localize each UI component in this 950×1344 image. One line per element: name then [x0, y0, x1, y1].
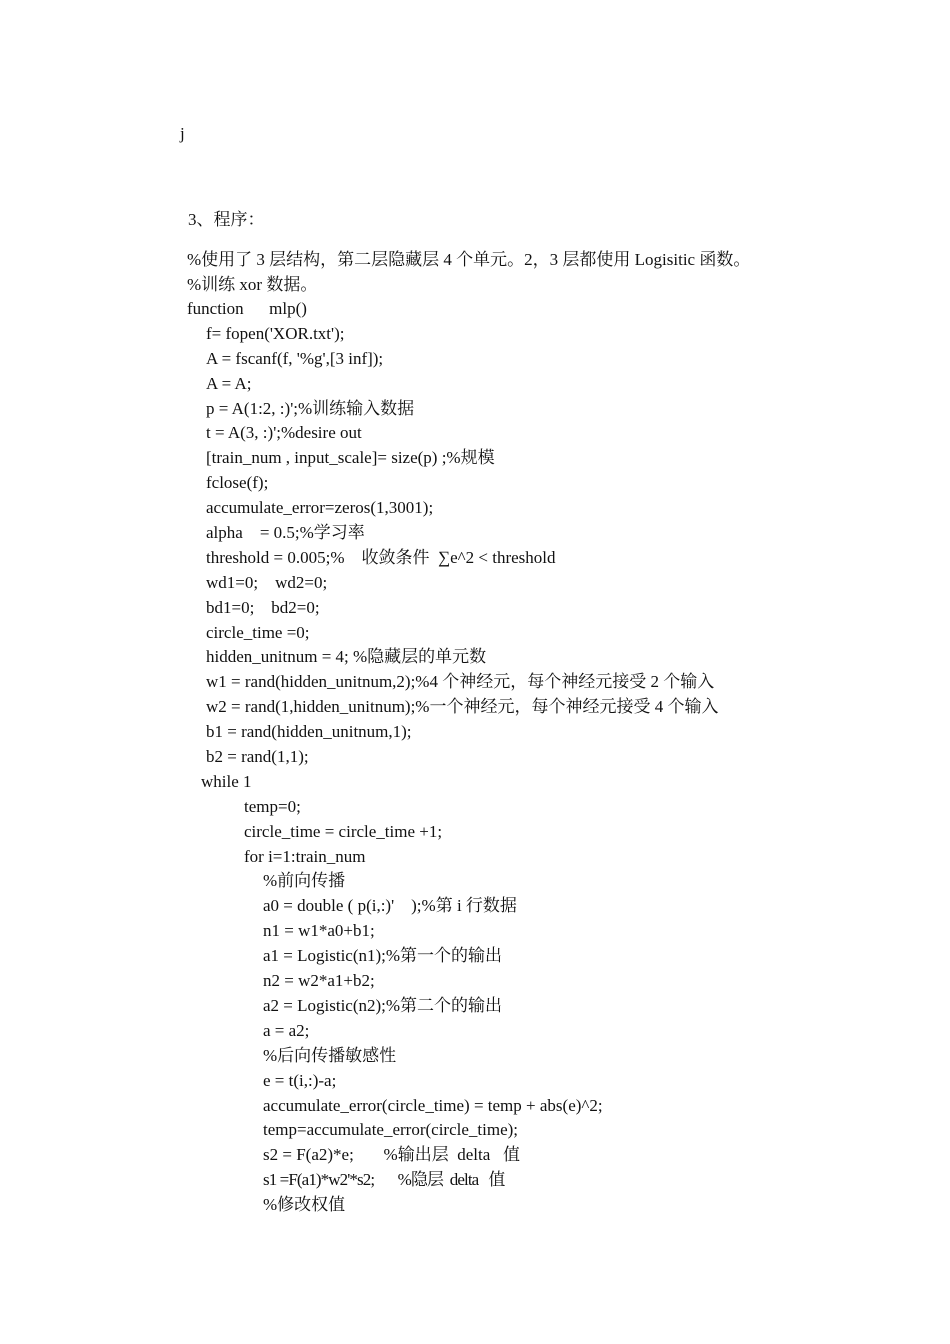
code-line: e = t(i,:)-a; [263, 1070, 337, 1090]
code-line: a2 = Logistic(n2);%第二个的输出 [263, 995, 503, 1015]
code-line: circle_time = circle_time +1; [244, 821, 443, 841]
code-line: A = fscanf(f, '%g',[3 inf]); [206, 348, 384, 368]
code-line: f= fopen('XOR.txt'); [206, 323, 345, 343]
code-line: %后向传播敏感性 [263, 1045, 397, 1065]
code-line: for i=1:train_num [244, 846, 366, 866]
code-line: %修改权值 [263, 1195, 346, 1215]
code-line: accumulate_error(circle_time) = temp + abs(e)^2; [263, 1095, 603, 1115]
code-line: n2 = w2*a1+b2; [263, 971, 375, 991]
code-line: alpha = 0.5;%学习率 [206, 523, 365, 543]
code-line: n1 = w1*a0+b1; [263, 921, 375, 941]
code-line: w2 = rand(1,hidden_unitnum);%一个神经元，每个神经元接受 4 个输入 [206, 697, 719, 717]
code-line: s1 =F(a1)*w2'*s2; %隐层 delta 值 [263, 1170, 505, 1190]
code-line: %前向传播 [263, 871, 346, 891]
code-line: threshold = 0.005;% 收敛条件 ∑e^2 < threshold [206, 547, 556, 567]
code-line: fclose(f); [206, 473, 269, 493]
code-line: function mlp() [187, 299, 307, 318]
code-line: bd1=0; bd2=0; [206, 597, 320, 617]
code-line: A = A; [206, 373, 252, 393]
code-line: s2 = F(a2)*e; %输出层 delta 值 [263, 1145, 520, 1165]
code-line: b2 = rand(1,1); [206, 747, 309, 767]
code-line: a0 = double ( p(i,:)' );%第 i 行数据 [263, 896, 517, 916]
code-line: b1 = rand(hidden_unitnum,1); [206, 722, 412, 742]
code-line: temp=accumulate_error(circle_time); [263, 1120, 519, 1140]
code-line: [train_num , input_scale]= size(p) ;%规模 [206, 448, 495, 468]
stray-mark: j [180, 124, 185, 143]
code-line: temp=0; [244, 796, 301, 816]
code-line: p = A(1:2, :)';%训练输入数据 [206, 398, 415, 418]
intro-comments [187, 247, 927, 297]
section-heading: 3、程序： [188, 210, 265, 229]
code-listing [187, 297, 927, 1218]
code-line: while 1 [201, 771, 252, 791]
code-line: a1 = Logistic(n1);%第一个的输出 [263, 946, 503, 966]
intro-comment-line: %训练 xor 数据。 [187, 275, 318, 294]
intro-comment-line: %使用了 3 层结构，第二层隐藏层 4 个单元。2，3 层都使用 Logisitic 函数。 [187, 250, 751, 269]
code-line: accumulate_error=zeros(1,3001); [206, 498, 434, 518]
code-line: hidden_unitnum = 4; %隐藏层的单元数 [206, 647, 487, 667]
code-line: w1 = rand(hidden_unitnum,2);%4 个神经元，每个神经元接受 2 个输入 [206, 672, 715, 692]
code-line: a = a2; [263, 1020, 310, 1040]
code-line: circle_time =0; [206, 622, 310, 642]
code-line: t = A(3, :)';%desire out [206, 423, 362, 443]
code-line: wd1=0; wd2=0; [206, 572, 328, 592]
